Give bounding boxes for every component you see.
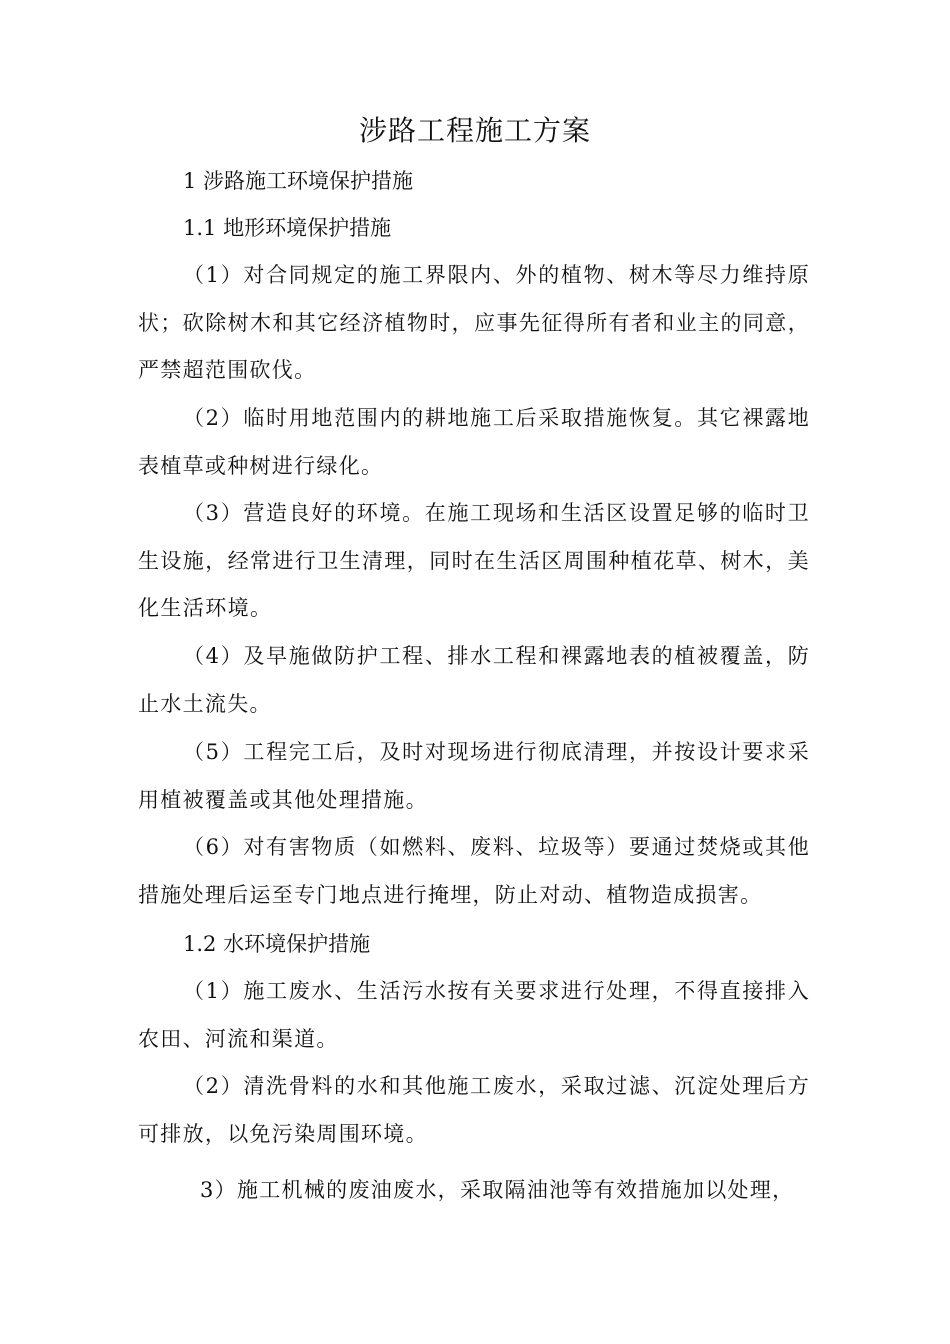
paragraph-terrain-6: （6）对有害物质（如燃料、废料、垃圾等）要通过焚烧或其他措施处理后运至专门地点进行掩埋，防止对动、植物造成损害。 <box>138 835 810 907</box>
paragraph-terrain-2: （2）临时用地范围内的耕地施工后采取措施恢复。其它裸露地表植草或种树进行绿化。 <box>138 406 810 478</box>
paragraph-terrain-1: （1）对合同规定的施工界限内、外的植物、树木等尽力维持原状；砍除树木和其它经济植物时，应事先征得所有者和业主的同意，严禁超范围砍伐。 <box>138 263 810 382</box>
paragraph-terrain-3: （3）营造良好的环境。在施工现场和生活区设置足够的临时卫生设施，经常进行卫生清理，同时在生活区周围种植花草、树木，美化生活环境。 <box>138 501 810 620</box>
section-heading-1: 1 涉路施工环境保护措施 <box>183 169 414 193</box>
paragraph-water-3: 3）施工机械的废油废水，采取隔油池等有效措施加以处理， <box>200 1178 795 1202</box>
section-heading-1-1: 1.1 地形环境保护措施 <box>183 216 392 240</box>
paragraph-terrain-5: （5）工程完工后，及时对现场进行彻底清理，并按设计要求采用植被覆盖或其他处理措施。 <box>138 740 810 812</box>
paragraph-water-2: （2）清洗骨料的水和其他施工废水，采取过滤、沉淀处理后方可排放，以免污染周围环境。 <box>138 1074 810 1146</box>
document-title: 涉路工程施工方案 <box>358 114 591 147</box>
paragraph-water-1: （1）施工废水、生活污水按有关要求进行处理，不得直接排入农田、河流和渠道。 <box>138 979 810 1051</box>
section-heading-1-2: 1.2 水环境保护措施 <box>183 932 371 956</box>
paragraph-terrain-4: （4）及早施做防护工程、排水工程和裸露地表的植被覆盖，防止水土流失。 <box>138 644 810 716</box>
